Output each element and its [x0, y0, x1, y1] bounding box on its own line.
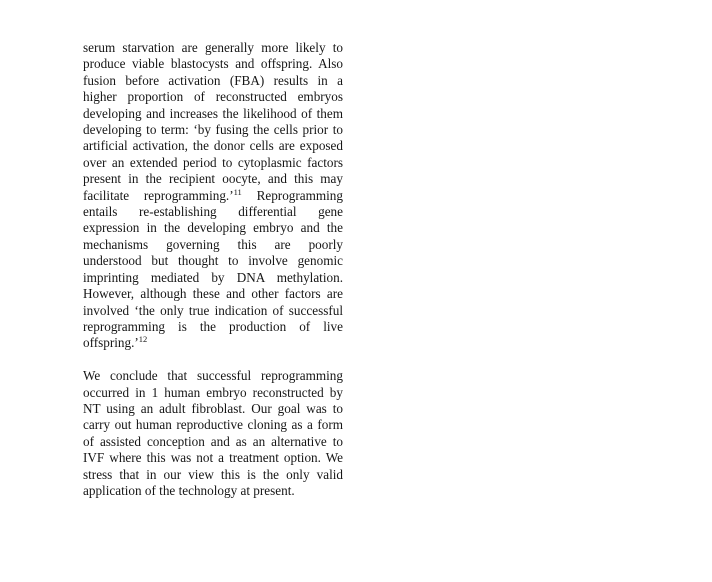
text-column	[83, 40, 343, 499]
paragraph-text: Reprogramming entails re-establishing differential gene expression in the developing embryo and the mechanisms governing this are poorly understood but thought to involve genomic imprinting mediated by DNA methylation. However, although these and other factors are involved ‘the only true indication of successful reprogramming is the production of live offspring.’	[83, 187, 343, 351]
paragraph-conclusion	[83, 368, 343, 499]
reference-marker-12: 12	[138, 334, 148, 345]
paragraph-reprogramming	[83, 40, 343, 352]
reference-marker-11: 11	[233, 186, 242, 197]
paragraph-text: We conclude that successful reprogramming occurred in 1 human embryo reconstructed by NT using an adult fibroblast. Our goal was to carry out human reproductive cloning as a form of assisted conception and as an alternative to IVF where this was not a treatment option. We stress that in our view this is the only valid application of the technology at present.	[83, 368, 343, 498]
paragraph-text: serum starvation are generally more likely to produce viable blastocysts and offspring. Also fusion before activation (FBA) results in a higher proportion of reconstructed embryos developing and increases the likelihood of them developing to term: ‘by fusing the cells prior to artificial activation, the donor cells are exposed over an extended period to cytoplasmic factors present in the recipient oocyte, and this may facilitate reprogramming.’	[83, 40, 343, 203]
